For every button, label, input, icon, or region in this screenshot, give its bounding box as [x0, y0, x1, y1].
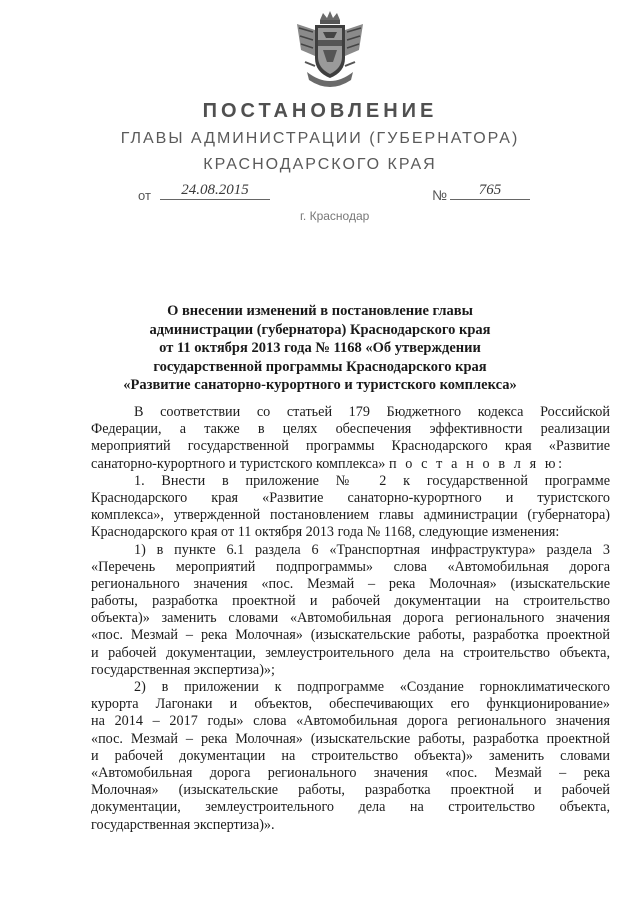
document-title [70, 302, 570, 395]
body-text-segment: санаторно-курортного и туристского комплекса» [91, 455, 386, 472]
body-line: 1. Внести в приложение № 2 к государственной программе [134, 472, 610, 489]
date-value: 24.08.2015 [160, 182, 270, 200]
body-line: регионального значения «пос. Мезмай – река Молочная» (изыскательские [91, 575, 610, 592]
number-label: № [432, 187, 448, 203]
body-line: Краснодарского края от 11 октября 2013 года № 1168, следующие изменения: [91, 524, 560, 541]
document-number: 765 [450, 182, 530, 200]
body-line: 2) в приложении к подпрограмме «Создание горноклиматического [134, 679, 610, 696]
document-type-heading: ПОСТАНОВЛЕНИЕ [202, 100, 438, 122]
body-line: 1) в пункте 6.1 раздела 6 «Транспортная инфраструктура» раздела 3 [134, 541, 610, 558]
body-line [91, 456, 610, 473]
date-number-row [0, 182, 640, 208]
body-line: «пос. Мезмай – река Молочная» (изыскательские работы, разработка проектной [91, 730, 610, 747]
body-line: и рабочей документации на строительство объекта)» заменить словами [91, 747, 610, 764]
city-label: г. Краснодар [300, 209, 370, 223]
title-line: государственной программы Краснодарского края [153, 358, 487, 375]
body-line: работы, разработка проектной и рабочей документации на строительство [91, 593, 610, 610]
body-line: «Автомобильная дорога регионального значения «пос. Мезмай – река [91, 764, 610, 781]
body-line: комплекса», утвержденной постановлением главы администрации (губернатора) [91, 507, 610, 524]
coat-of-arms-emblem [293, 10, 367, 88]
body-line: «Перечень мероприятий подпрограммы» слова «Автомобильная дорога [91, 558, 610, 575]
issuer-heading-line-2: КРАСНОДАРСКОГО КРАЯ [203, 156, 437, 173]
title-line: администрации (губернатора) Краснодарского края [149, 321, 491, 338]
body-line: Молочная» (изыскательские работы, разработка проектной и рабочей [91, 782, 610, 799]
body-line: курорта Лагонаки и объектов, обеспечивающих его функционирование» [91, 696, 610, 713]
title-line: от 11 октября 2013 года № 1168 «Об утверждении [159, 340, 481, 356]
body-line: на 2014 – 2017 годы» слова «Автомобильная дорога регионального значения [91, 713, 610, 730]
body-line: мероприятий государственной программы Краснодарского края «Развитие [91, 438, 610, 455]
body-line: «пос. Мезмай – река Молочная» (изыскательские работы, разработка проектной [91, 627, 610, 644]
issuer-heading-line-1: ГЛАВЫ АДМИНИСТРАЦИИ (ГУБЕРНАТОРА) [120, 130, 520, 147]
document-body [91, 404, 610, 834]
body-line: государственная экспертиза)». [91, 816, 275, 833]
resolve-word: п о с т а н о в л я ю: [388, 455, 565, 472]
title-line: «Развитие санаторно-курортного и туристского комплекса» [123, 377, 517, 393]
body-line: В соответствии со статьей 179 Бюджетного кодекса Российской [134, 404, 610, 420]
title-line: О внесении изменений в постановление главы [167, 303, 473, 319]
body-line: Федерации, а также в целях обеспечения эффективности реализации [91, 421, 610, 438]
date-label: от [138, 188, 151, 203]
body-line: и рабочей документации, землеустроительного дела на строительство объекта, [91, 644, 610, 661]
body-line: государственная экспертиза)»; [91, 661, 275, 678]
body-line: документации, землеустроительного дела на строительство объекта, [91, 799, 610, 816]
body-line: Краснодарского края «Развитие санаторно-курортного и туристского [91, 489, 610, 506]
body-line: объекта)» заменить словами «Автомобильная дорога регионального значения [91, 610, 610, 627]
